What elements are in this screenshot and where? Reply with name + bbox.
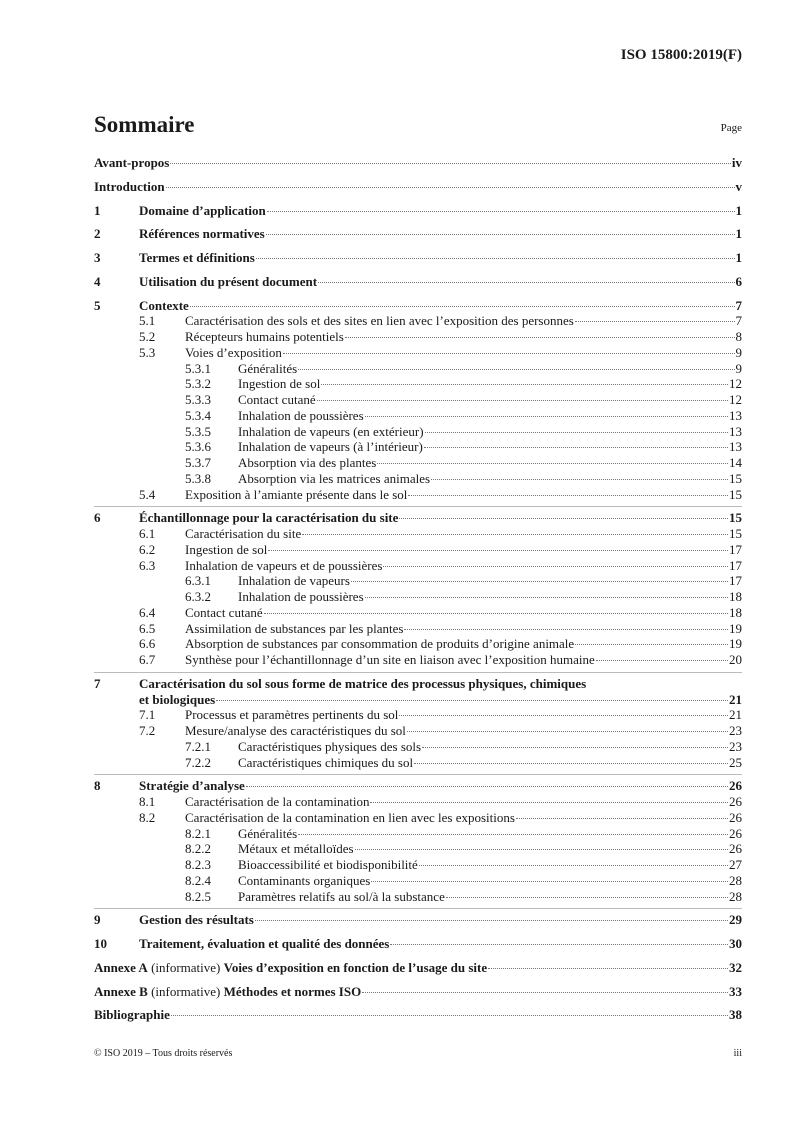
toc-entry-page: 1 (735, 250, 742, 265)
toc-entry-line[interactable] (94, 676, 742, 692)
toc-entry-title[interactable] (94, 984, 361, 1000)
table-of-contents (94, 155, 742, 1023)
dot-leader (399, 518, 728, 519)
toc-entry-title-text: Contact cutané (238, 392, 316, 407)
toc-entry[interactable] (94, 361, 742, 377)
toc-entry-number: 5.3.4 (185, 407, 211, 423)
toc-entry-page: 38 (729, 1007, 742, 1023)
toc-entry-title[interactable] (139, 226, 265, 242)
toc-entry-title-text: Généralités (238, 360, 298, 376)
annex-note: (informative) (147, 983, 224, 999)
toc-entry-title-text: Stratégie d’analyse (139, 778, 245, 794)
toc-entry[interactable] (94, 542, 742, 558)
toc-entry-number: 5.3.8 (185, 470, 211, 486)
toc-entry-page: 6 (735, 273, 742, 289)
toc-entry-number: 9 (94, 912, 101, 928)
dot-leader (256, 258, 735, 259)
toc-entry-title[interactable] (94, 155, 169, 171)
toc-entry-number: 5.3.7 (185, 455, 211, 470)
toc-entry-number: 5.4 (139, 486, 156, 502)
toc-entry-page: 9 (735, 360, 742, 376)
dot-leader (370, 802, 728, 803)
toc-entry[interactable] (94, 573, 742, 589)
toc-entry-title[interactable] (238, 826, 297, 842)
toc-entry-title-text: Bibliographie (94, 1007, 170, 1023)
toc-entry-page: 25 (729, 754, 742, 770)
page-title: Sommaire (94, 112, 195, 137)
toc-entry-title[interactable] (238, 841, 354, 857)
toc-entry[interactable] (94, 376, 742, 392)
toc-entry-title-text: Contaminants organiques (238, 872, 371, 888)
toc-entry-page: 33 (729, 983, 742, 999)
toc-entry[interactable] (94, 345, 742, 361)
toc-entry-title[interactable] (139, 274, 317, 290)
toc-entry-title[interactable] (238, 857, 418, 873)
toc-entry[interactable] (94, 826, 742, 842)
toc-entry-title[interactable] (139, 298, 189, 314)
toc-entry-number: 6.5 (139, 620, 156, 636)
toc-entry-title[interactable] (238, 589, 364, 605)
toc-entry-title[interactable] (139, 778, 245, 794)
toc-entry-title-text: Assimilation de substances par les plantes (185, 620, 404, 636)
dot-leader (399, 715, 728, 716)
toc-entry-page: 19 (729, 620, 742, 636)
toc-entry-page: 13 (729, 423, 742, 439)
toc-entry-title-text: Absorption de substances par consommation de produits d’origine animale (185, 636, 575, 652)
toc-entry-page: 12 (729, 376, 742, 392)
toc-entry-title[interactable] (94, 1007, 170, 1023)
toc-entry-page: 15 (729, 510, 742, 526)
toc-entry-page: 21 (729, 691, 742, 707)
footer-page-number: iii (733, 1048, 742, 1059)
toc-entry[interactable] (94, 274, 742, 290)
toc-entry-number: 8.2.3 (185, 857, 211, 872)
toc-entry-number: 8 (94, 778, 101, 794)
toc-entry-number: 8.1 (139, 794, 156, 809)
toc-entry-title[interactable] (139, 936, 389, 952)
toc-entry-number: 6.2 (139, 541, 156, 557)
toc-entry-page: 26 (729, 825, 742, 841)
toc-entry-number: 5.3.1 (185, 360, 211, 376)
dot-leader (170, 163, 731, 164)
toc-entry-title-text: Synthèse pour l’échantillonnage d’un site en liaison avec l’exposition humaine (185, 652, 595, 667)
dot-leader (365, 597, 728, 598)
toc-entry-title-text: Voies d’exposition (185, 344, 282, 360)
toc-entry-title-text: Récepteurs humains potentiels (185, 329, 344, 344)
dot-leader (365, 416, 728, 417)
toc-entry-number: 2 (94, 226, 101, 242)
dot-leader (268, 550, 728, 551)
toc-entry-title[interactable] (185, 707, 398, 723)
toc-entry-title-text: Contact cutané (185, 604, 263, 620)
annex-label: Annexe B (94, 983, 148, 999)
dot-leader (266, 234, 735, 235)
toc-entry-title-text: Absorption via les matrices animales (238, 470, 431, 486)
toc-entry[interactable] (94, 707, 742, 723)
toc-entry-title-text: Avant-propos (94, 155, 170, 170)
toc-entry-title-text: Caractérisation de la contamination (185, 794, 370, 809)
section-divider (94, 672, 742, 673)
toc-entry-title-text: Caractérisation de la contamination en lien avec les expositions (185, 809, 515, 825)
dot-leader (321, 384, 728, 385)
toc-entry-title[interactable] (185, 329, 344, 345)
toc-entry-title[interactable] (185, 621, 403, 637)
toc-entry-number: 6.7 (139, 652, 156, 667)
toc-entry[interactable] (94, 984, 742, 1000)
toc-entry-number: 8.2.1 (185, 825, 211, 841)
dot-leader (318, 282, 734, 283)
toc-entry-number: 6.6 (139, 636, 156, 652)
toc-entry-title[interactable] (185, 605, 263, 621)
toc-entry-number: 5 (94, 297, 101, 313)
toc-entry-number: 5.3.5 (185, 423, 211, 439)
toc-entry-number: 7.2 (139, 723, 156, 738)
dot-leader (383, 566, 728, 567)
toc-entry[interactable] (94, 936, 742, 952)
toc-entry-page: 12 (729, 392, 742, 407)
toc-entry-title-text: Caractérisation des sols et des sites en lien avec l’exposition des personnes (185, 313, 574, 329)
page-column-label: Page (720, 122, 742, 134)
dot-leader (298, 369, 734, 370)
toc-entry-number: 6.1 (139, 526, 156, 541)
toc-entry-page: 26 (729, 794, 742, 809)
toc-entry-title-text: Caractéristiques chimiques du sol (238, 754, 414, 770)
toc-entry-number: 5.3.6 (185, 439, 211, 455)
dot-leader (351, 581, 728, 582)
dot-leader (596, 660, 728, 661)
toc-entry-number: 6.3.1 (185, 573, 211, 589)
toc-entry-title[interactable] (238, 408, 364, 424)
dot-leader (516, 818, 728, 819)
toc-entry-title-text: Ingestion de sol (185, 541, 268, 557)
toc-entry-title-text: Paramètres relatifs au sol/à la substance (238, 888, 445, 904)
toc-entry-number: 5.1 (139, 313, 156, 329)
toc-entry-page: 23 (729, 738, 742, 754)
toc-entry[interactable] (94, 723, 742, 739)
dot-leader (390, 944, 728, 945)
toc-entry[interactable] (94, 692, 742, 708)
dot-leader (371, 881, 728, 882)
toc-entry[interactable] (94, 155, 742, 171)
dot-leader (404, 629, 728, 630)
toc-entry-number: 8.2.4 (185, 872, 211, 888)
toc-entry-title[interactable] (238, 455, 376, 471)
toc-entry[interactable] (94, 313, 742, 329)
toc-entry-number: 7.1 (139, 707, 156, 723)
dot-leader (171, 1015, 728, 1016)
toc-entry-title-text: Introduction (94, 178, 165, 194)
toc-entry-title[interactable] (238, 573, 350, 589)
toc-entry-page: 1 (735, 202, 742, 218)
toc-entry-page: 32 (729, 959, 742, 975)
toc-entry[interactable] (94, 510, 742, 526)
toc-entry-number: 6.4 (139, 604, 156, 620)
toc-entry[interactable] (94, 652, 742, 668)
toc-entry-number: 8.2.5 (185, 888, 211, 904)
toc-entry-title-text: Méthodes et normes ISO (223, 983, 362, 999)
toc-entry-title-text: Voies d’exposition en fonction de l’usage du site (223, 959, 488, 975)
toc-entry-page: 28 (729, 872, 742, 888)
dot-leader (446, 897, 728, 898)
toc-entry-title[interactable] (238, 889, 445, 905)
toc-entry-page: 18 (729, 589, 742, 604)
toc-entry[interactable] (94, 455, 742, 471)
toc-entry[interactable] (94, 589, 742, 605)
toc-entry[interactable] (94, 810, 742, 826)
toc-entry-title[interactable] (238, 439, 423, 455)
toc-entry-title[interactable] (139, 203, 266, 219)
toc-entry-title[interactable] (238, 361, 297, 377)
toc-entry[interactable] (94, 605, 742, 621)
toc-entry-title[interactable] (185, 794, 369, 810)
toc-entry[interactable] (94, 226, 742, 242)
toc-entry-number: 5.3.3 (185, 392, 211, 407)
toc-entry-title-text: Utilisation du présent document (139, 273, 318, 289)
dot-leader (166, 187, 735, 188)
toc-entry-title[interactable] (238, 755, 413, 771)
toc-entry-page: 26 (729, 841, 742, 857)
toc-entry[interactable] (94, 873, 742, 889)
dot-leader (424, 447, 728, 448)
dot-leader (302, 534, 728, 535)
toc-entry[interactable] (94, 621, 742, 637)
toc-entry-number: 6.3.2 (185, 589, 211, 604)
toc-entry-title[interactable] (185, 487, 407, 503)
toc-entry[interactable] (94, 439, 742, 455)
toc-entry-title[interactable] (185, 526, 301, 542)
toc-entry[interactable] (94, 739, 742, 755)
dot-leader (216, 700, 728, 701)
toc-entry-page: 30 (729, 936, 742, 951)
toc-entry[interactable] (94, 526, 742, 542)
dot-leader (422, 747, 728, 748)
toc-entry[interactable] (94, 250, 742, 266)
toc-entry-title[interactable] (185, 345, 282, 361)
toc-entry-number: 1 (94, 202, 101, 218)
toc-entry-title-text: Inhalation de vapeurs et de poussières (185, 557, 383, 573)
toc-entry-page: 20 (729, 652, 742, 667)
dot-leader (246, 786, 728, 787)
dot-leader (345, 337, 735, 338)
toc-entry-page: 13 (729, 407, 742, 423)
dot-leader (575, 321, 735, 322)
toc-entry[interactable] (94, 408, 742, 424)
document-id: ISO 15800:2019(F) (620, 47, 742, 63)
toc-entry-page: 26 (729, 778, 742, 794)
toc-entry-title-text: Échantillonnage pour la caractérisation du site (139, 510, 399, 526)
dot-leader (283, 353, 735, 354)
toc-entry-page: 28 (729, 888, 742, 904)
dot-leader (255, 920, 728, 921)
toc-entry-page: 14 (729, 455, 742, 470)
toc-entry[interactable] (94, 298, 742, 314)
toc-entry-number: 7 (94, 675, 101, 691)
dot-leader (298, 834, 728, 835)
toc-entry-title[interactable] (238, 376, 320, 392)
toc-entry[interactable] (94, 755, 742, 771)
footer-copyright: © ISO 2019 – Tous droits réservés (94, 1048, 233, 1059)
toc-entry-title-text: Bioaccessibilité et biodisponibilité (238, 857, 418, 872)
toc-entry-title[interactable] (139, 692, 215, 708)
dot-leader (414, 763, 728, 764)
toc-entry-number: 8.2.2 (185, 841, 211, 857)
toc-entry-title-text: Inhalation de vapeurs (à l’intérieur) (238, 439, 423, 455)
toc-entry-title-text: Métaux et métalloïdes (238, 841, 354, 857)
toc-entry-title[interactable] (185, 810, 515, 826)
toc-entry-title-text: Termes et définitions (139, 250, 255, 265)
toc-entry-page: 18 (729, 604, 742, 620)
toc-entry-title-text: Inhalation de vapeurs (238, 573, 350, 589)
toc-entry-title-text: Processus et paramètres pertinents du sol (185, 707, 399, 723)
toc-entry-number: 3 (94, 250, 101, 265)
toc-entry-page: 17 (729, 557, 742, 573)
toc-entry-title-text: Exposition à l’amiante présente dans le sol (185, 486, 408, 502)
dot-leader (407, 731, 728, 732)
toc-entry-title[interactable] (185, 542, 267, 558)
toc-entry[interactable] (94, 471, 742, 487)
toc-entry-page: 17 (729, 573, 742, 589)
toc-entry[interactable] (94, 912, 742, 928)
toc-entry[interactable] (94, 960, 742, 976)
toc-entry[interactable] (94, 487, 742, 503)
toc-entry-number: 8.2 (139, 809, 156, 825)
toc-entry-page: 7 (735, 297, 742, 313)
toc-entry-number: 4 (94, 273, 101, 289)
toc-entry[interactable] (94, 179, 742, 195)
toc-entry[interactable] (94, 778, 742, 794)
toc-entry-title[interactable] (94, 179, 165, 195)
toc-entry-title-text: Traitement, évaluation et qualité des données (139, 936, 390, 951)
toc-entry-page: 15 (729, 486, 742, 502)
toc-entry-page: 26 (729, 809, 742, 825)
toc-entry-number: 5.2 (139, 329, 156, 344)
dot-leader (488, 968, 728, 969)
section-divider (94, 774, 742, 775)
toc-entry-number: 6 (94, 510, 101, 526)
toc-entry-title[interactable] (185, 636, 574, 652)
toc-entry-title-text: Domaine d’application (139, 202, 266, 218)
dot-leader (408, 495, 728, 496)
toc-entry-title-text: Caractéristiques physiques des sols (238, 738, 422, 754)
toc-entry-title[interactable] (238, 392, 316, 408)
toc-entry-page: 8 (735, 329, 742, 344)
toc-entry-page: 23 (729, 723, 742, 738)
toc-entry-title[interactable] (238, 471, 430, 487)
toc-entry-page: 7 (735, 313, 742, 329)
toc-entry-title-text: Contexte (139, 297, 189, 313)
toc-entry-title[interactable] (238, 873, 370, 889)
toc-entry-title-text: Ingestion de sol (238, 376, 321, 392)
toc-entry-title[interactable] (185, 558, 382, 574)
toc-entry-title-text: Inhalation de vapeurs (en extérieur) (238, 423, 424, 439)
toc-entry[interactable] (94, 203, 742, 219)
toc-entry-title-text: Références normatives (139, 226, 265, 242)
toc-entry-title-text: Inhalation de poussières (238, 407, 364, 423)
toc-entry-title[interactable] (238, 424, 424, 440)
toc-entry-title-text: et biologiques (139, 691, 216, 707)
toc-entry-page: v (735, 178, 742, 194)
toc-entry-page: 27 (729, 857, 742, 872)
toc-entry-title: Caractérisation du sol sous forme de matrice des processus physiques, chimiques (139, 675, 587, 691)
toc-entry-title[interactable] (94, 960, 487, 976)
dot-leader (377, 463, 728, 464)
toc-entry-title[interactable] (185, 723, 406, 739)
dot-leader (419, 865, 728, 866)
toc-entry-title-text: Gestion des résultats (139, 912, 254, 928)
dot-leader (362, 992, 728, 993)
dot-leader (264, 613, 728, 614)
toc-entry[interactable] (94, 636, 742, 652)
dot-leader (190, 306, 735, 307)
toc-entry-page: 9 (735, 344, 742, 360)
toc-entry-page: 1 (735, 226, 742, 242)
dot-leader (355, 849, 728, 850)
section-divider (94, 908, 742, 909)
toc-entry-number: 7.2.2 (185, 754, 211, 770)
dot-leader (425, 432, 728, 433)
toc-entry-page: iv (731, 155, 742, 170)
toc-entry-number: 5.3 (139, 344, 156, 360)
toc-entry-page: 15 (729, 526, 742, 541)
toc-entry-title-text: Inhalation de poussières (238, 589, 364, 604)
dot-leader (267, 211, 735, 212)
section-divider (94, 506, 742, 507)
toc-entry-title-text: Généralités (238, 825, 298, 841)
toc-entry[interactable] (94, 841, 742, 857)
toc-entry-title-text: Mesure/analyse des caractéristiques du sol (185, 723, 406, 738)
toc-entry-page: 15 (729, 470, 742, 486)
dot-leader (317, 400, 728, 401)
dot-leader (575, 644, 728, 645)
annex-label: Annexe A (94, 959, 148, 975)
toc-entry-page: 17 (729, 541, 742, 557)
toc-entry[interactable] (94, 1007, 742, 1023)
toc-entry[interactable] (94, 392, 742, 408)
toc-entry-number: 5.3.2 (185, 376, 211, 392)
toc-entry-title[interactable] (185, 313, 574, 329)
toc-entry-page: 21 (729, 707, 742, 723)
toc-entry[interactable] (94, 794, 742, 810)
annex-note: (informative) (147, 959, 224, 975)
toc-entry-title[interactable] (238, 739, 421, 755)
toc-entry-number: 6.3 (139, 557, 156, 573)
toc-entry-number: 7.2.1 (185, 738, 211, 754)
toc-entry-page: 13 (729, 439, 742, 455)
toc-entry[interactable] (94, 329, 742, 345)
toc-entry-title[interactable] (185, 652, 595, 668)
dot-leader (431, 479, 728, 480)
toc-entry[interactable] (94, 857, 742, 873)
toc-entry-page: 19 (729, 636, 742, 652)
toc-entry-title[interactable] (139, 510, 398, 526)
toc-entry-title-text: Absorption via des plantes (238, 455, 377, 470)
toc-entry-title[interactable] (139, 912, 254, 928)
toc-entry-page: 29 (729, 912, 742, 928)
toc-entry-title[interactable] (139, 250, 255, 266)
toc-entry-title-text: Caractérisation du site (185, 526, 302, 541)
toc-entry[interactable] (94, 424, 742, 440)
toc-entry[interactable] (94, 889, 742, 905)
toc-entry[interactable] (94, 558, 742, 574)
toc-entry-number: 10 (94, 936, 107, 951)
